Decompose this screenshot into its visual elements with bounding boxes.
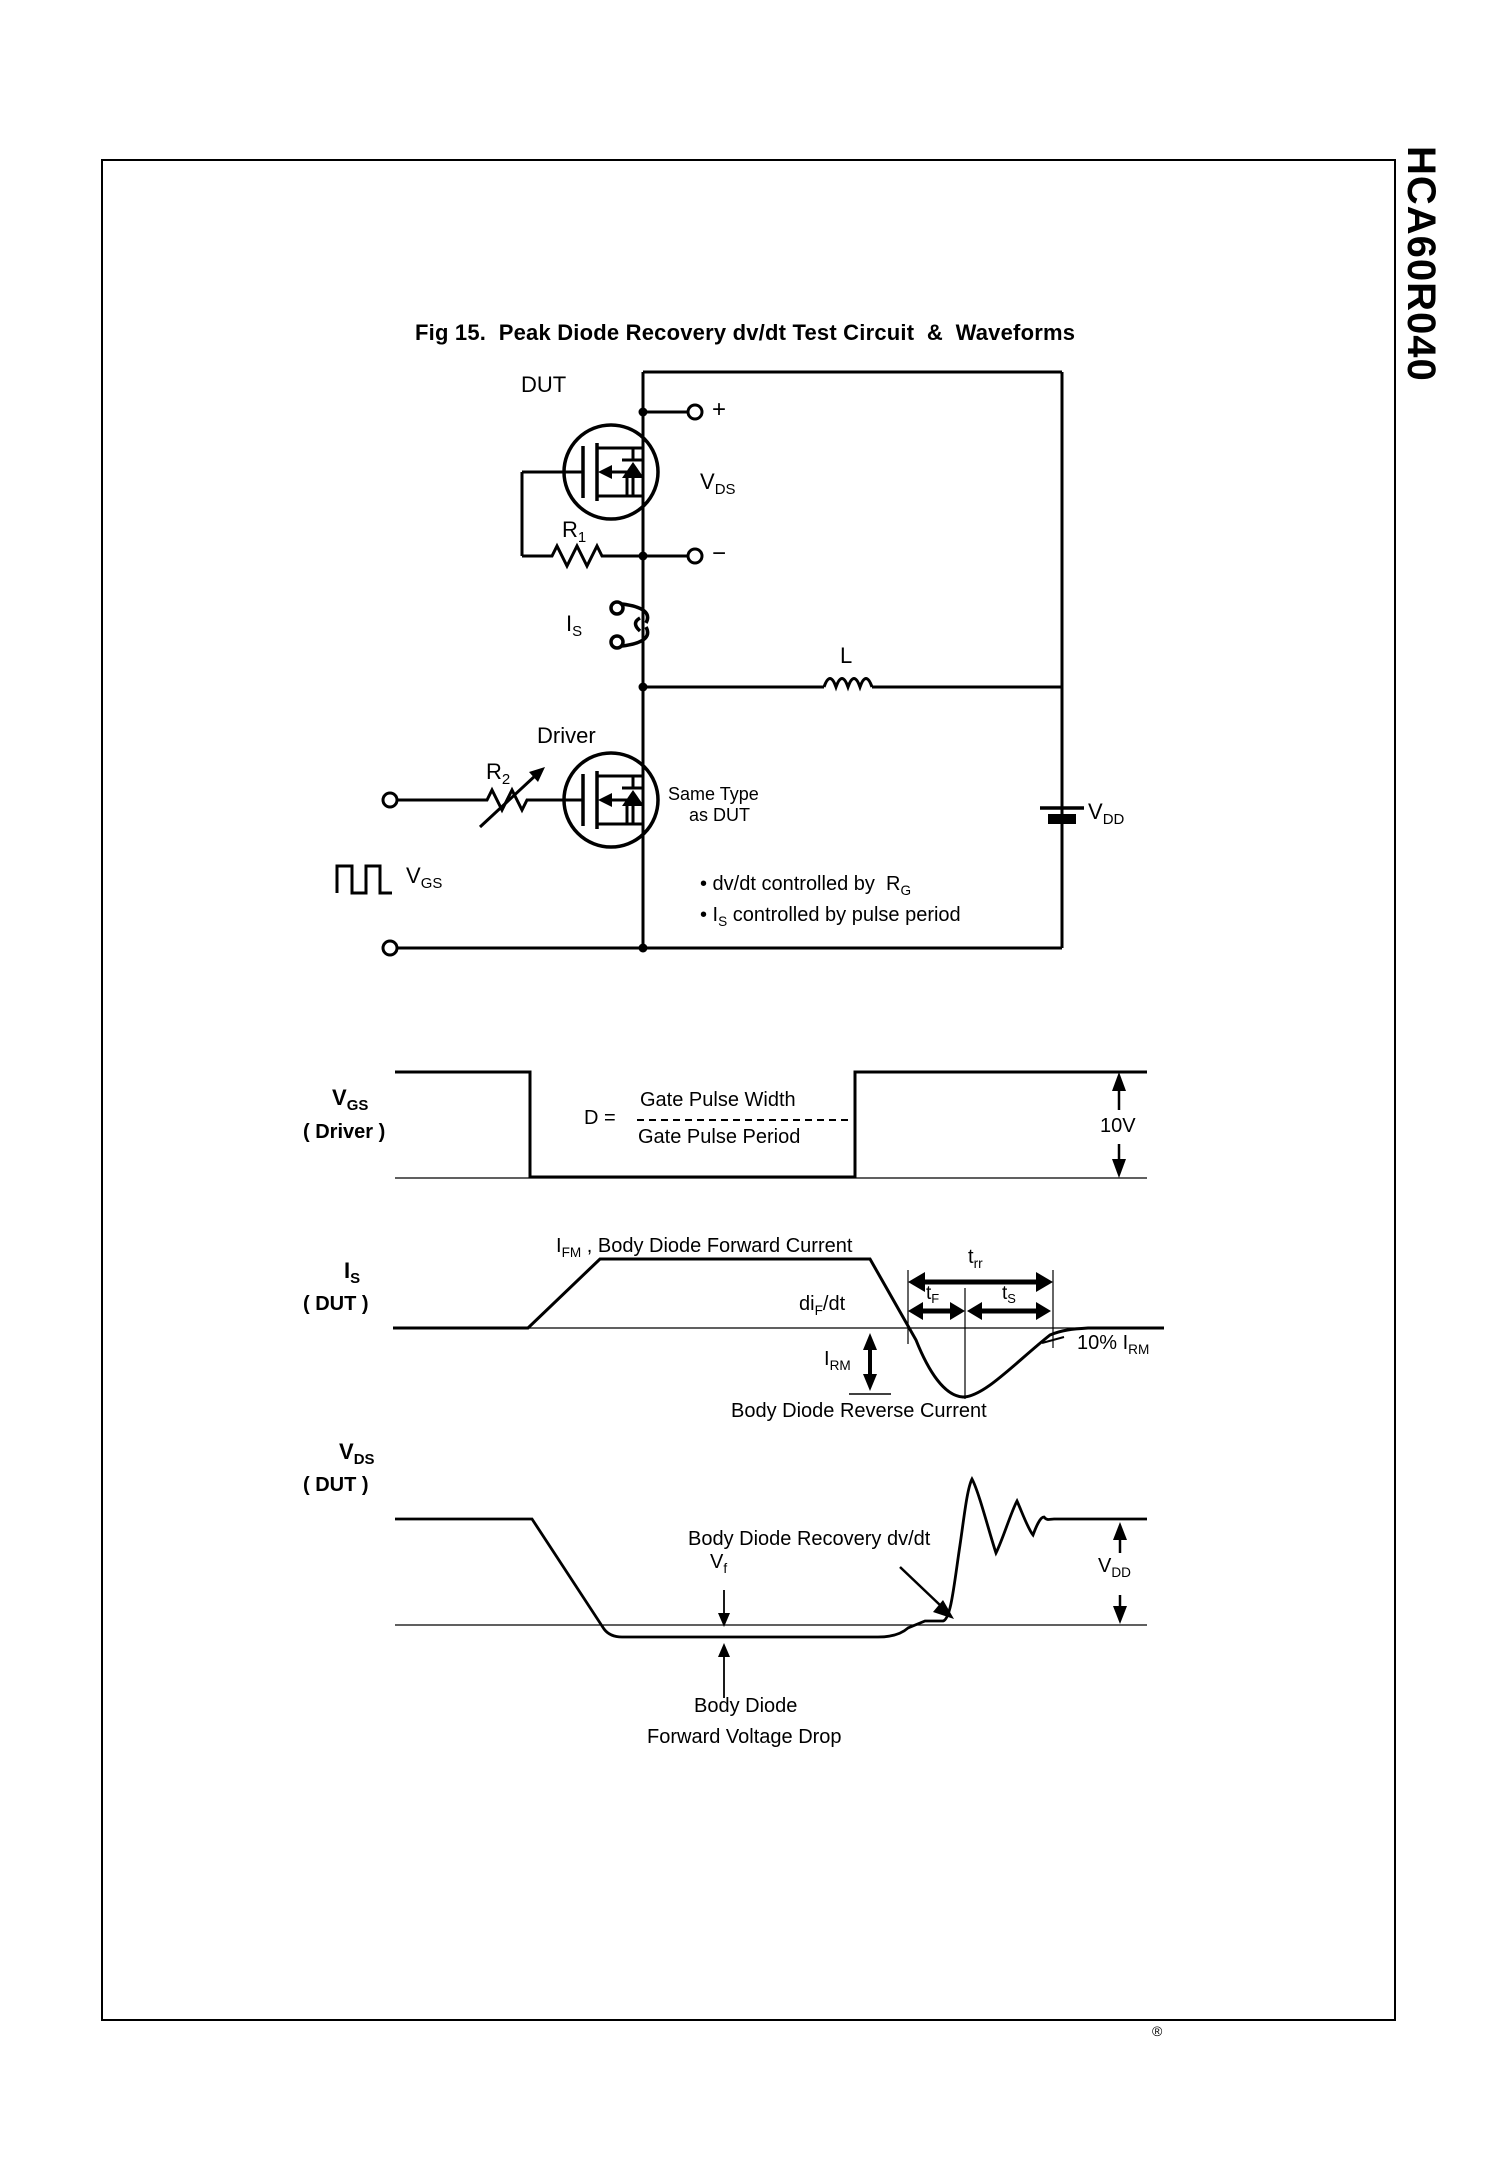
body-diode [622, 790, 644, 806]
r1-label: $R_1$ [562, 517, 587, 547]
irm-label: $I_{RM}$ [824, 1348, 851, 1373]
is-probe-label: $I_S$ [566, 611, 583, 641]
plus-sign: + [712, 396, 727, 423]
vdd-label: $V_{DD}$ [1088, 799, 1125, 829]
registered-mark: ® [1152, 2023, 1163, 2039]
pulse-icon [337, 866, 392, 893]
vgs-wave-label: $V_{GS}$ [332, 1085, 369, 1115]
resistor-r2-icon [397, 790, 583, 810]
duty-lhs: D = [584, 1107, 616, 1129]
pct-irm-label: 10% $I_{RM}$ [1077, 1332, 1150, 1357]
same-type-line2: as DUT [689, 805, 751, 825]
vf-arrow [718, 1590, 730, 1627]
is-wave-label: $I_S$ [344, 1258, 361, 1288]
fwd-drop-arrow [718, 1643, 730, 1698]
reverse-current-label: Body Diode Reverse Current [731, 1400, 987, 1422]
body-diode [622, 462, 644, 478]
tf-label: $t_F$ [926, 1283, 940, 1307]
trr-label: $t_{rr}$ [968, 1246, 983, 1271]
figure-title: Fig 15. Peak Diode Recovery dv/dt Test Circuit & Waveforms [415, 320, 1076, 345]
return-terminal [383, 941, 397, 955]
minus-sign: − [712, 540, 727, 567]
vds-trace [395, 1479, 1147, 1637]
part-number: HCA60R040 [1399, 146, 1443, 382]
inductor-label: L [840, 643, 853, 668]
fwd-drop-line2: Forward Voltage Drop [647, 1726, 842, 1748]
irm-arrow [849, 1333, 891, 1394]
minus-terminal [688, 549, 702, 563]
plus-terminal [688, 405, 702, 419]
vf-label: $V_f$ [710, 1551, 728, 1576]
note-dvdt: • dv/dt controlled by $R_G$ [700, 873, 912, 898]
recovery-pointer-arrow [900, 1567, 954, 1619]
vgs-waveform [395, 1072, 1147, 1178]
r2-label: $R_2$ [486, 759, 511, 789]
dut-mosfet-symbol [522, 425, 658, 519]
vgs-wave-label2: ( Driver ) [303, 1121, 386, 1143]
inductor-icon [824, 679, 872, 688]
dif-dt-annotation: $di_F/dt$ [799, 1293, 846, 1318]
ifm-annotation: $I_{FM}$ , Body Diode Forward Current [556, 1235, 853, 1260]
driver-label: Driver [537, 723, 596, 748]
is-wave-label2: ( DUT ) [303, 1293, 369, 1315]
vds-wave-label2: ( DUT ) [303, 1474, 369, 1496]
duty-numerator: Gate Pulse Width [640, 1089, 796, 1111]
recovery-annotation: Body Diode Recovery dv/dt [688, 1528, 931, 1550]
vgs-trace [395, 1072, 1147, 1177]
body-arrow [598, 465, 612, 479]
dut-label: DUT [521, 372, 567, 397]
amplitude-10v: 10V [1100, 1115, 1136, 1137]
is-waveform [393, 1259, 1164, 1399]
same-type-line1: Same Type [668, 784, 759, 804]
vds-label: $V_{DS}$ [700, 469, 736, 499]
fwd-drop-line1: Body Diode [694, 1695, 798, 1717]
ts-label: $t_S$ [1002, 1283, 1016, 1307]
vds-wave-label: $V_{DS}$ [339, 1439, 375, 1469]
note-is: • $I_S$ controlled by pulse period [700, 904, 961, 929]
vdd-span-label: $V_{DD}$ [1098, 1555, 1131, 1580]
resistor-r1-icon [522, 546, 643, 566]
duty-denominator: Gate Pulse Period [638, 1126, 801, 1148]
test-circuit [337, 372, 1084, 955]
vds-waveform [395, 1479, 1147, 1698]
vgs-source-label: $V_{GS}$ [406, 863, 443, 893]
gate-terminal [383, 793, 397, 807]
body-arrow [598, 793, 612, 807]
